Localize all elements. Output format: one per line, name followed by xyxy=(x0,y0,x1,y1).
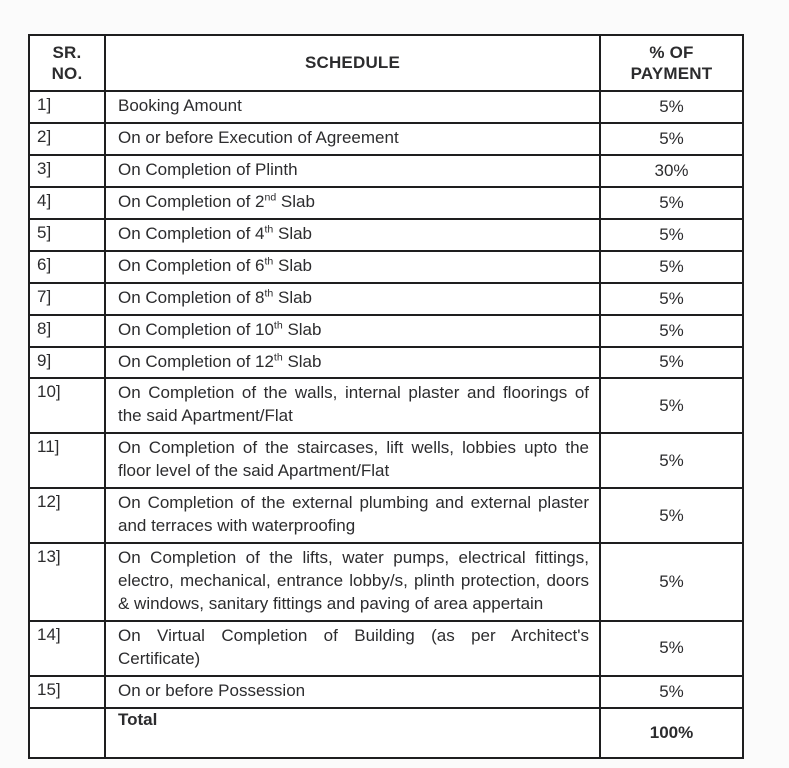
sr-no-value: 10] xyxy=(37,382,61,402)
header-sr-no xyxy=(29,35,105,91)
table-row xyxy=(29,283,743,315)
sr-no-value: 5] xyxy=(37,222,52,242)
total-label: Total xyxy=(105,708,600,758)
sr-no-value: 12] xyxy=(37,492,61,512)
payment-cell xyxy=(600,283,743,315)
sr-no-value: 3] xyxy=(37,158,52,178)
schedule-text: On or before Possession xyxy=(118,680,306,700)
header-sr-line1: SR. xyxy=(52,42,82,62)
payment-cell xyxy=(600,378,743,433)
table-row xyxy=(29,621,743,676)
header-payment-line2: PAYMENT xyxy=(630,64,713,83)
sr-no-cell xyxy=(29,155,105,187)
table-row xyxy=(29,187,743,219)
schedule-text: Booking Amount xyxy=(118,96,242,115)
sr-no-value: 8] xyxy=(37,318,52,338)
table-row xyxy=(29,123,743,155)
schedule-cell xyxy=(105,283,600,315)
payment-cell xyxy=(600,621,743,676)
schedule-text: On Completion of 4 xyxy=(118,223,265,243)
sr-no-cell xyxy=(29,347,105,379)
table-row xyxy=(29,378,743,433)
schedule-text-after-ordinal: Slab xyxy=(273,287,313,307)
schedule-text: On Completion of the lifts, water pumps, electrical fittings, electro, mechanical, entrance lobby/s, plinth protection, doors & windows, sanitary fittings and paving of area appertain xyxy=(118,548,589,613)
schedule-cell xyxy=(105,187,600,219)
payment-value: 30% xyxy=(654,160,689,180)
schedule-text: On or before Execution of Agreement xyxy=(118,127,399,147)
schedule-cell xyxy=(105,123,600,155)
table-row xyxy=(29,155,743,187)
total-row xyxy=(29,708,743,758)
payment-value: 5% xyxy=(659,571,684,591)
payment-cell xyxy=(600,347,743,379)
schedule-cell xyxy=(105,378,600,433)
table-footer xyxy=(29,708,743,758)
ordinal-superscript: th xyxy=(273,350,283,363)
table-row xyxy=(29,315,743,347)
schedule-cell xyxy=(105,433,600,488)
payment-value: 5% xyxy=(659,192,684,212)
sr-no-value: 9] xyxy=(37,350,52,370)
sr-no-cell xyxy=(29,315,105,347)
sr-no-cell xyxy=(29,433,105,488)
schedule-text: On Completion of 10 xyxy=(118,319,274,339)
payment-cell xyxy=(600,488,743,543)
schedule-cell xyxy=(105,543,600,621)
header-schedule: SCHEDULE xyxy=(105,35,600,91)
sr-no-cell xyxy=(29,123,105,155)
sr-no-value: 14] xyxy=(37,624,61,644)
payment-value: 5% xyxy=(659,681,684,701)
payment-value: 5% xyxy=(659,224,684,244)
sr-no-cell xyxy=(29,676,105,708)
schedule-cell xyxy=(105,676,600,708)
schedule-cell xyxy=(105,219,600,251)
ordinal-superscript: th xyxy=(264,286,274,299)
payment-value: 5% xyxy=(659,352,684,372)
payment-cell xyxy=(600,91,743,123)
schedule-text: On Completion of Plinth xyxy=(118,159,298,179)
sr-no-cell xyxy=(29,621,105,676)
header-payment-line1: % OF xyxy=(649,42,694,62)
ordinal-superscript: th xyxy=(264,223,274,236)
schedule-text-after-ordinal: Slab xyxy=(273,223,313,243)
schedule-text: On Completion of the external plumbing and external plaster and terraces with waterproofing xyxy=(118,493,589,536)
schedule-cell xyxy=(105,488,600,543)
table-row xyxy=(29,433,743,488)
payment-value: 5% xyxy=(659,638,684,658)
sr-no-cell xyxy=(29,91,105,123)
payment-cell xyxy=(600,676,743,708)
payment-cell xyxy=(600,433,743,488)
schedule-cell xyxy=(105,251,600,283)
payment-value: 5% xyxy=(659,505,684,525)
payment-value: 5% xyxy=(659,320,684,340)
header-row xyxy=(29,35,743,91)
schedule-text-after-ordinal: Slab xyxy=(273,255,313,275)
payment-value: 5% xyxy=(659,256,684,276)
payment-cell xyxy=(600,219,743,251)
ordinal-superscript: th xyxy=(264,255,274,268)
sr-no-value: 1] xyxy=(37,95,52,114)
schedule-text-after-ordinal: Slab xyxy=(276,191,315,211)
payment-cell xyxy=(600,543,743,621)
payment-schedule-table xyxy=(28,34,744,759)
schedule-text: On Completion of 8 xyxy=(118,287,265,307)
sr-no-value: 4] xyxy=(37,190,52,210)
table-row xyxy=(29,91,743,123)
table-row xyxy=(29,543,743,621)
table-row xyxy=(29,219,743,251)
schedule-text: On Completion of 12 xyxy=(118,351,274,371)
sr-no-value: 15] xyxy=(37,679,61,699)
sr-no-cell xyxy=(29,378,105,433)
sr-no-cell xyxy=(29,187,105,219)
payment-cell xyxy=(600,251,743,283)
payment-cell xyxy=(600,123,743,155)
payment-value: 5% xyxy=(659,288,684,308)
payment-value: 5% xyxy=(659,395,684,415)
payment-cell xyxy=(600,155,743,187)
payment-value: 5% xyxy=(659,450,684,470)
schedule-text: On Completion of the walls, internal plaster and floorings of the said Apartment/Flat xyxy=(118,383,589,426)
sr-no-value: 6] xyxy=(37,254,52,274)
payment-cell xyxy=(600,315,743,347)
schedule-cell xyxy=(105,91,600,123)
ordinal-superscript: nd xyxy=(264,191,277,204)
payment-value: 5% xyxy=(659,96,684,116)
schedule-cell xyxy=(105,347,600,379)
sr-no-value: 13] xyxy=(37,547,61,567)
schedule-text: On Virtual Completion of Building (as per Architect's Certificate) xyxy=(118,625,589,668)
schedule-text: On Completion of 6 xyxy=(118,255,265,275)
schedule-cell xyxy=(105,155,600,187)
table-body xyxy=(29,91,743,708)
table-row xyxy=(29,347,743,379)
sr-no-value: 11] xyxy=(37,437,60,457)
schedule-cell xyxy=(105,315,600,347)
total-sr-cell xyxy=(29,708,105,758)
sr-no-cell xyxy=(29,488,105,543)
payment-value: 5% xyxy=(659,128,684,148)
ordinal-superscript: th xyxy=(273,318,283,331)
table-row xyxy=(29,676,743,708)
total-payment-value: 100% xyxy=(600,708,743,758)
schedule-text: On Completion of the staircases, lift wells, lobbies upto the floor level of the said Apartment/Flat xyxy=(118,438,589,481)
sr-no-value: 2] xyxy=(37,126,52,146)
table-header xyxy=(29,35,743,91)
payment-cell xyxy=(600,187,743,219)
sr-no-cell xyxy=(29,219,105,251)
sr-no-value: 7] xyxy=(37,286,52,306)
sr-no-cell xyxy=(29,283,105,315)
table-row xyxy=(29,251,743,283)
header-percent-of-payment xyxy=(600,35,743,91)
sr-no-cell xyxy=(29,543,105,621)
schedule-text-after-ordinal: Slab xyxy=(282,319,322,339)
sr-no-cell xyxy=(29,251,105,283)
header-sr-line2: NO. xyxy=(51,64,83,83)
schedule-text: On Completion of 2 xyxy=(118,191,265,211)
schedule-text-after-ordinal: Slab xyxy=(282,351,322,371)
schedule-cell xyxy=(105,621,600,676)
table-row xyxy=(29,488,743,543)
